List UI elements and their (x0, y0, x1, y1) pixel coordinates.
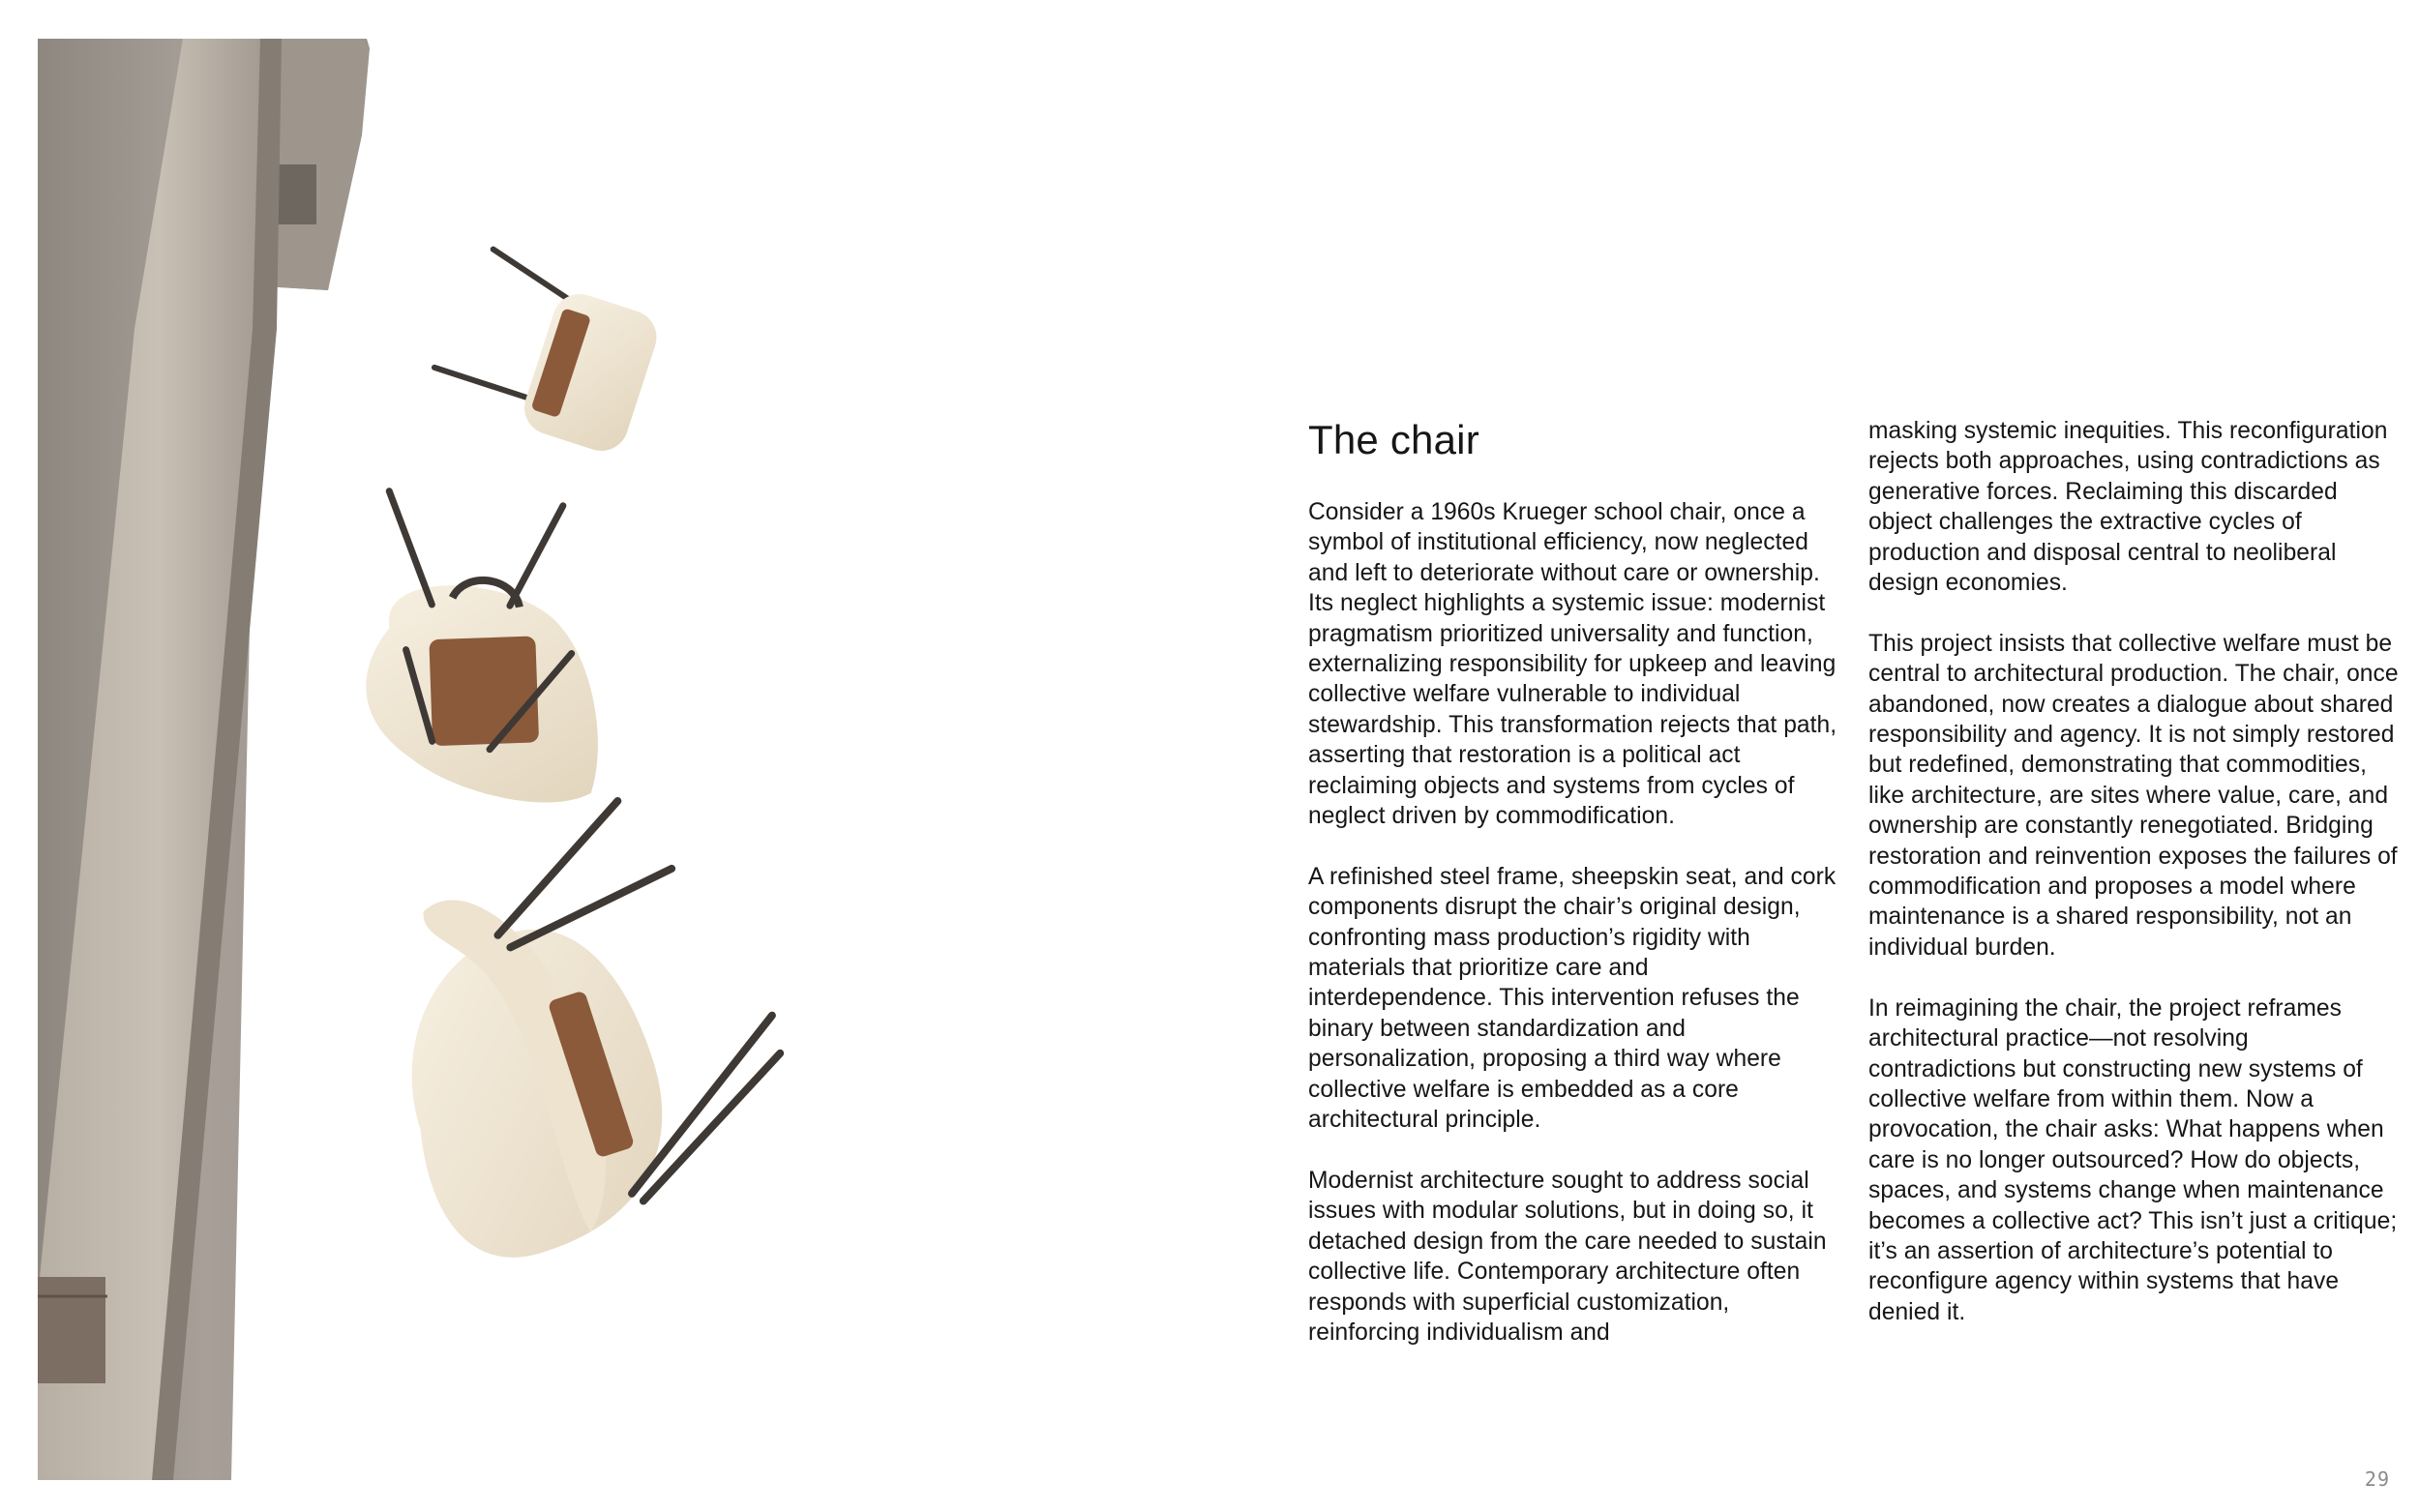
paragraph: A refinished steel frame, sheepskin seat, and cork components disrupt the chair’s original design, confronting mass production’s rigidity with materials that prioritize care and interdependence. This intervention refuses the binary between standardization and personalization, proposing a third way where collective welfare is embedded as a core architectural principle. (1308, 863, 1837, 1134)
chairs-photo (38, 39, 889, 1480)
chair-middle (349, 482, 632, 811)
chair-top (426, 244, 669, 459)
paragraph: This project insists that collective welfare must be central to architectural production. The chair, once abandoned, now creates a dialogue about shared responsibility and agency. It is not simply restored but redefined, demonstrating that commodities, like architecture, are sites where value, care, and ownership are constantly renegotiated. Bridging restoration and reinvention exposes the failures of commodification and proposes a model where maintenance is a shared responsibility, not an individual burden. (1868, 630, 2399, 961)
page-number: 29 (2364, 1468, 2390, 1491)
text-column-right (1868, 416, 2399, 1358)
pillar-base (38, 1277, 105, 1383)
article-title: The chair (1308, 417, 1479, 462)
paragraph: In reimagining the chair, the project reframes architectural practice—not resolving contradictions but constructing new systems of collective welfare from within them. Now a provocation, the chair asks: What happens when care is no longer outsourced? How do objects, spaces, and systems change when maintenance becomes a collective act? This isn’t just a critique; it’s an assertion of architecture’s potential to reconfigure agency within systems that have denied it. (1868, 994, 2398, 1325)
text-column-left (1308, 497, 1838, 1379)
paragraph: Consider a 1960s Krueger school chair, once a symbol of institutional efficiency, now neglected and left to deteriorate without care or ownership. Its neglect highlights a systemic issue: modernist pragmatism prioritized universality and function, externalizing responsibility for upkeep and leaving collective welfare vulnerable to individual stewardship. This transformation rejects that path, asserting that restoration is a political act reclaiming objects and systems from cycles of neglect driven by commodification. (1308, 499, 1837, 830)
chair-bottom (360, 779, 810, 1273)
paragraph: masking systemic inequities. This reconfiguration rejects both approaches, using contradictions as generative forces. Reclaiming this discarded object challenges the extractive cycles of production and disposal central to neoliberal design economies. (1868, 418, 2388, 597)
paragraph: Modernist architecture sought to address social issues with modular solutions, but in doing so, it detached design from the care needed to sustain collective life. Contemporary architecture often responds with superficial customization, reinforcing individualism and (1308, 1167, 1827, 1346)
